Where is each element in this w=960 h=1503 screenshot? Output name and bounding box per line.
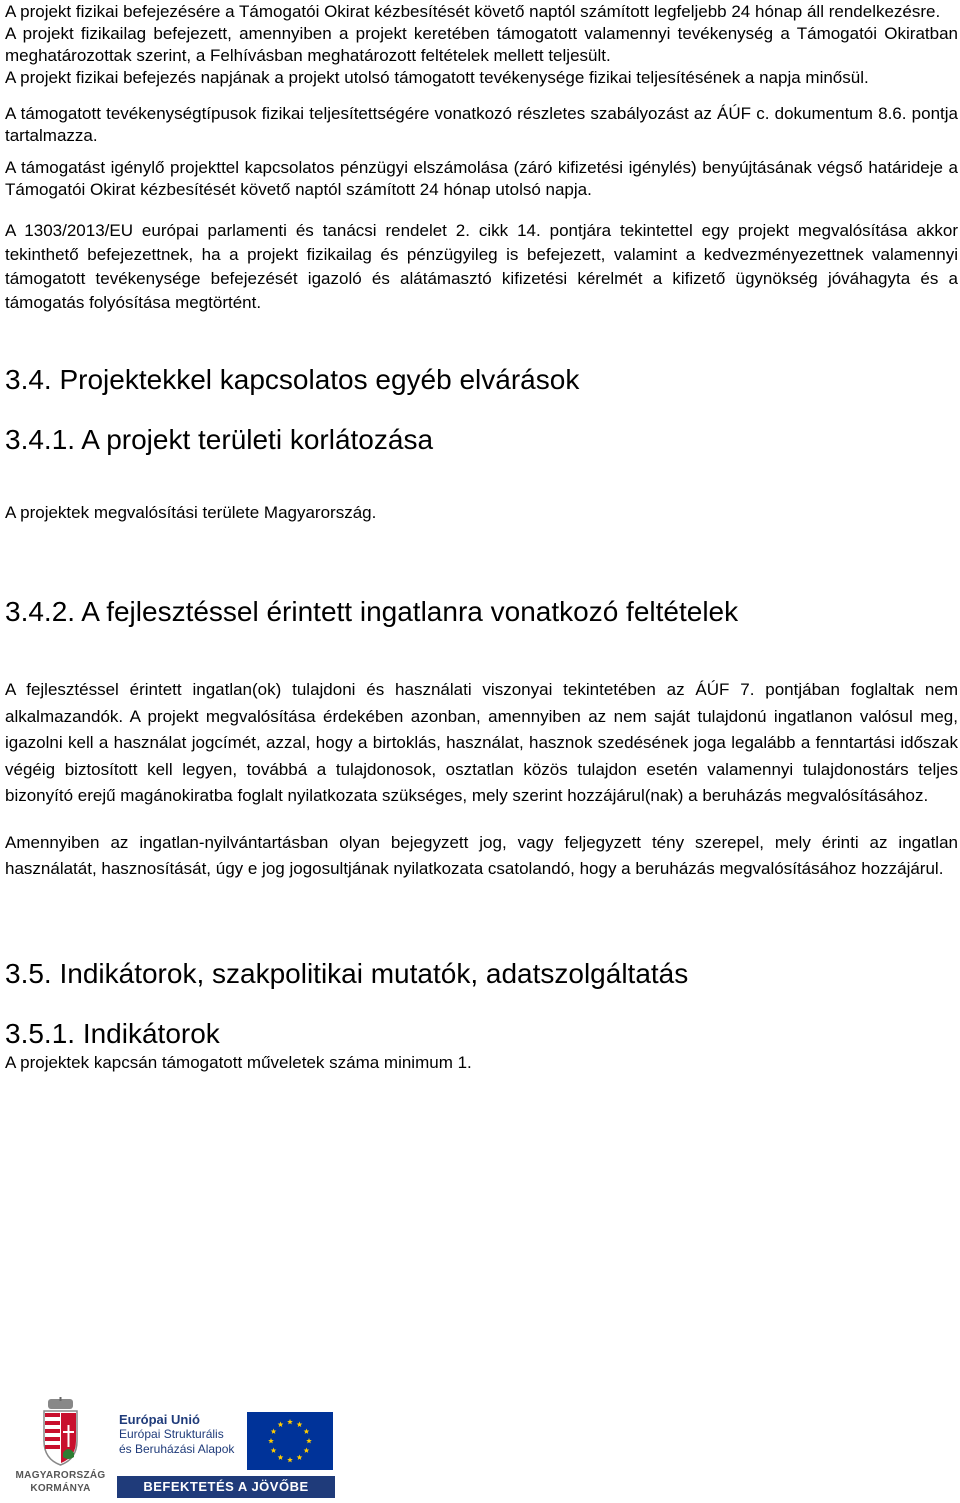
eu-funds-logo (117, 1412, 337, 1502)
paragraph-indicators: A projektek kapcsán támogatott műveletek száma minimum 1. (5, 1052, 472, 1072)
paragraph-territory: A projektek megvalósítási területe Magyarország. (5, 503, 377, 522)
heading-3-5-1: 3.5.1. Indikátorok (5, 1017, 220, 1049)
hungarian-government-logo (8, 1397, 113, 1501)
heading-3-5: 3.5. Indikátorok, szakpolitikai mutatók, adatszolgáltatás (5, 957, 689, 989)
heading-3-4-2: 3.4.2. A fejlesztéssel érintett ingatlanra vonatkozó feltételek (5, 596, 739, 627)
footer-logos (0, 1392, 960, 1503)
invest-in-future-banner: BEFEKTETÉS A JÖVŐBE (117, 1476, 335, 1498)
hungarian-government-caption: MAGYARORSZÁG KORMÁNYA (15, 1470, 106, 1494)
paragraph-financial-settlement: A támogatást igénylő projekttel kapcsolatos pénzügyi elszámolása (záró kifizetési igénylés) benyújtásának végső határideje a Támogatói Okirat kézbesítését követő naptól számított 24 hónap utolsó napja. (5, 158, 958, 199)
paragraph-completion-date: A projekt fizikai befejezés napjának a projekt utolsó támogatott tevékenysége fizikai teljesítésének a napja minősül. (5, 68, 869, 87)
heading-3-4: 3.4. Projektekkel kapcsolatos egyéb elvárások (5, 364, 580, 395)
eu-flag-icon (247, 1412, 333, 1470)
paragraph-physical-completion: A projekt fizikailag befejezett, amennyiben a projekt keretében támogatott valamennyi tevékenység a Támogatói Okiratban meghatározottak szerint, a Felhívásban meghatározott feltételek mellett teljesült. (5, 24, 958, 65)
paragraph-detailed-rules: A támogatott tevékenységtípusok fizikai teljesítettségére vonatkozó részletes szabályozást az ÁÚF c. dokumentum 8.6. pontja tartalmazza. (5, 104, 958, 145)
eu-funds-text: Európai Unió Európai Strukturális és Beruházási Alapok (119, 1412, 235, 1456)
document-page (5, 0, 958, 1075)
paragraph-property-registry: Amennyiben az ingatlan-nyilvántartásban olyan bejegyzett jog, vagy feljegyzett tény szerepel, mely érinti az ingatlan használatát, hasznosítását, úgy e jog jogosultjának nyilatkozata csatolandó, hogy a beruházás megvalósításához hozzájárul. (5, 832, 958, 878)
paragraph-completion-deadline: A projekt fizikai befejezésére a Támogatói Okirat kézbesítését követő naptól számított legfeljebb 24 hónap áll rendelkezésre. (5, 2, 941, 21)
paragraph-eu-regulation: A 1303/2013/EU európai parlamenti és tanácsi rendelet 2. cikk 14. pontjára tekintettel egy projekt megvalósítása akkor tekinthető befejezettnek, ha a projekt fizikailag és pénzügyileg is befejezett, valamint a kedvezményezettnek valamennyi támogatott tevékenysége befejezését igazoló és alátámasztó kifizetési kérelmét a kifizető ügynökség jóváhagyta és a támogatás folyósítása megtörtént. (5, 221, 958, 312)
hungarian-coat-of-arms-icon (8, 1397, 113, 1469)
heading-3-4-1: 3.4.1. A projekt területi korlátozása (5, 424, 434, 455)
paragraph-property-ownership: A fejlesztéssel érintett ingatlan(ok) tulajdoni és használati viszonyai tekintetében az ÁÚF 7. pontjában foglaltak nem alkalmazandók. A projekt megvalósítása érdekében azonban, amennyiben az nem saját tulajdonú ingatlanon valósul meg, igazolni kell a használat jogcímét, azzal, hogy a birtoklás, használat, hasznok szedésének joga legalább a fenntartási időszak végéig biztosított kell legyen, továbbá a tulajdonosok, osztatlan közös tulajdon esetén valamennyi tulajdonostárs teljes bizonyító erejű magánokiratba foglalt nyilatkozata szükséges, mely szerint hozzájárul(nak) a beruházás megvalósításához. (5, 680, 958, 805)
